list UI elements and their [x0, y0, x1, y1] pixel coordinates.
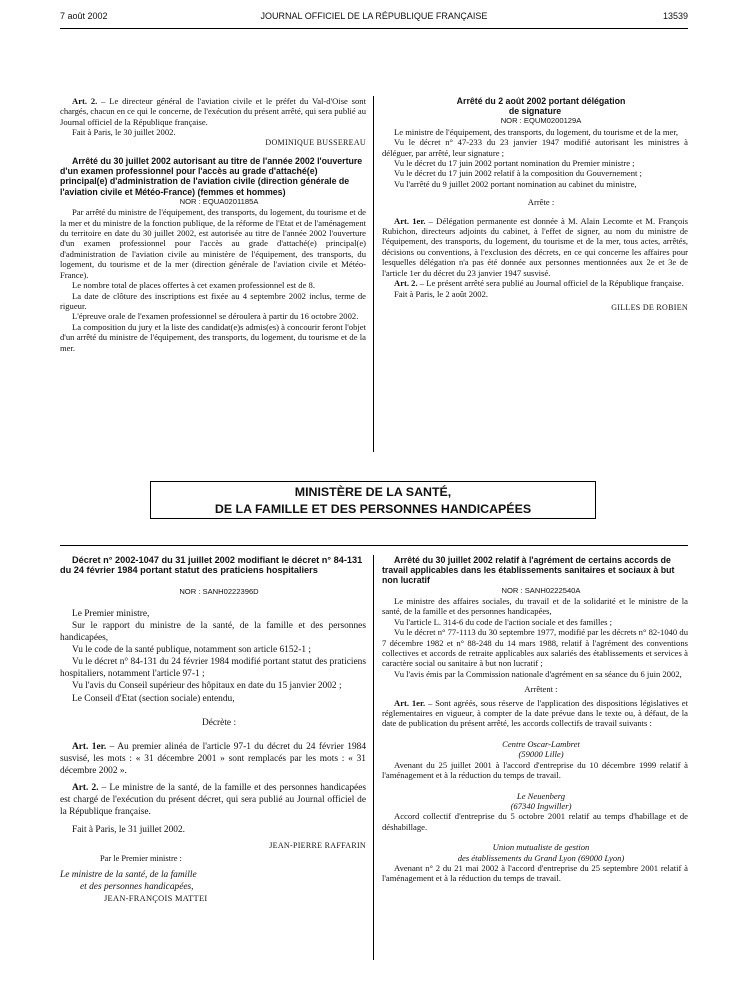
entity-1-name: Centre Oscar-Lambret [502, 738, 580, 749]
agrement-art1: Art. 1er. – Sont agréés, sous réserve de l'application des dispositions législatives et réglementaires en vigueur, à compter de la date prévue dans le texte ou, à défaut, de la date de publication du présent arrêté, les accords collectifs de travail suivants : [382, 697, 688, 729]
delegation-p2: Vu le décret n° 47-233 du 23 janvier 1947 modifié autorisant les ministres à déléguer, par arrêté, leur signature ; [382, 137, 688, 158]
decret-par: Par le Premier ministre : [100, 853, 182, 863]
agrement-p4: Vu l'avis émis par la Commission nationale d'agrément en sa séance du 6 juin 2002, [394, 668, 682, 679]
delegation-p4: Vu le décret du 17 juin 2002 relatif à la composition du Gouvernement ; [394, 168, 642, 179]
decret-art1: Art. 1er. – Au premier alinéa de l'article 97-1 du décret du 24 février 1984 susvisé, les mots : « 31 décembre 2001 » sont remplacés par les mots : « 31 décembre 2002 ». [60, 741, 367, 776]
decret-minister-line-1: Le ministre de la santé, de la famille [60, 869, 197, 880]
arrete-delegation-nor: NOR : EQUM0200129A [500, 116, 582, 126]
decret-p2: Sur le rapport du ministre de la santé, de la famille et des personnes handicapées, [60, 621, 366, 644]
column-divider-bottom [373, 555, 374, 960]
delegation-art1: Art. 1er. – Délégation permanente est donnée à M. Alain Lecomte et M. François Rubichon, directeurs adjoints du cabinet, à l'effet de signer, au nom du ministre de l'équipement, des transports, du logement, du tourisme et de la mer, tous actes, arrêtés, décisions ou conventions, à l'exclusion des décrets, en ce qui concerne les affaires pour lesquelles délégation n'a pas été donnée aux personnes mentionnées aux 2e et 3e de l'article 1er du décret du 23 janvier 1947 susvisé. [382, 215, 688, 278]
header-title: JOURNAL OFFICIEL DE LA RÉPUBLIQUE FRANÇAISE [260, 11, 488, 21]
header-rule [60, 28, 688, 29]
examen-p2: Le nombre total de places offertes à cet examen professionnel est de 8. [72, 280, 315, 291]
signature: DOMINIQUE BUSSEREAU [265, 137, 366, 147]
decret-p1: Le Premier ministre, [72, 608, 150, 619]
entity-3-name: Union mutualiste de gestion [492, 842, 590, 853]
arrete-delegation-title: Arrêté du 2 août 2002 portant délégation de signature [456, 96, 626, 117]
delegation-p3: Vu le décret du 17 juin 2002 portant nomination du Premier ministre ; [394, 158, 635, 169]
entity-1-text: Avenant du 25 juillet 2001 à l'accord d'entreprise du 10 décembre 1999 relatif à l'aménagement et à la réduction du temps de travail. [382, 759, 688, 781]
agrement-column [382, 555, 688, 884]
entity-1-place: (59000 Lille) [518, 749, 564, 760]
decret-art2: Art. 2. – Le ministre de la santé, de la famille et des personnes handicapées est chargé de l'exécution du présent décret, qui sera publié au Journal officiel de la République française. [60, 783, 366, 818]
agrement-arretent: Arrêtent : [524, 684, 558, 695]
entity-2-name: Le Neuenberg [516, 790, 566, 801]
art2-paragraph: Art. 2. – Le directeur général de l'aviation civile et le préfet du Val-d'Oise sont chargés, chacun en ce qui le concerne, de l'exécution du présent arrêté, qui sera publié au Journal officiel de la République française. [60, 96, 366, 127]
arrete-examen-title: Arrêté du 30 juillet 2002 autorisant au titre de l'année 2002 l'ouverture d'un examen professionnel pour l'accès au grade d'attaché(e) principal(e) d'administration de l'aviation civile (direction générale de l'aviation civile et Météo-France) (femmes et hommes) [60, 156, 363, 197]
decret-title: Décret n° 2002-1047 du 31 juillet 2002 modifiant le décret n° 84-131 du 24 février 1984 portant statut des praticiens hospitaliers [60, 555, 363, 576]
decret-p4: Vu le décret n° 84-131 du 24 février 1984 modifié portant statut des praticiens hospitaliers, notamment l'article 97-1 ; [60, 657, 366, 680]
decret-column [60, 555, 366, 905]
left-top-column [60, 96, 366, 353]
decret-signature-minister: JEAN-FRANÇOIS MATTEI [104, 893, 208, 903]
entity-2-place: (67340 Ingwiller) [510, 800, 572, 811]
ministry-banner [150, 481, 596, 519]
delegation-p5: Vu l'arrêté du 9 juillet 2002 portant nomination au cabinet du ministre, [394, 178, 637, 189]
header-date: 7 août 2002 [60, 11, 108, 21]
banner-line-2: DE LA FAMILLE ET DES PERSONNES HANDICAPÉES [214, 502, 532, 516]
agrement-p2: Vu l'article L. 314-6 du code de l'action sociale et des familles ; [394, 616, 613, 627]
decret-nor: NOR : SANH0222396D [179, 586, 259, 596]
delegation-p1: Le ministre de l'équipement, des transports, du logement, du tourisme et de la mer, [394, 126, 679, 137]
decret-minister-line-2: et des personnes handicapées, [80, 881, 194, 892]
decret-signature-pm: JEAN-PIERRE RAFFARIN [269, 841, 366, 851]
column-divider-top [373, 96, 374, 452]
section-rule [60, 545, 688, 546]
arrete-examen-nor: NOR : EQUA0201185A [179, 196, 259, 206]
examen-p1: Par arrêté du ministre de l'équipement, des transports, du logement, du tourisme et de la mer et du ministre de la fonction publique, de la réforme de l'Etat et de l'aménagement du territoire en date du 30 juillet 2002, est autorisée au titre de l'année 2002 l'ouverture d'un examen professionnel pour l'accès au grade d'attaché(e) principal(e) d'administration de l'aviation civile au ministère de l'équipement, des transports, du logement, du tourisme et de la mer (direction générale de l'aviation civile et Météo-France). [60, 207, 366, 280]
examen-p3: La date de clôture des inscriptions est fixée au 4 septembre 2002 inclus, terme de rigueur. [60, 290, 366, 311]
decret-decrete: Décrète : [201, 717, 237, 728]
delegation-art2: Art. 2. – Le présent arrêté sera publié au Journal officiel de la République française. [394, 278, 684, 289]
delegation-signature: GILLES DE ROBIEN [611, 302, 688, 312]
decret-fait: Fait à Paris, le 31 juillet 2002. [72, 825, 186, 836]
examen-p5: La composition du jury et la liste des candidat(e)s admis(es) à concourir feront l'objet d'un arrêté du ministre de l'équipement, des transports, du logement, du tourisme et de la mer. [60, 321, 366, 353]
page-number: 13539 [662, 11, 688, 21]
right-top-column [382, 96, 688, 313]
fait-paragraph: Fait à Paris, le 30 juillet 2002. [72, 127, 176, 138]
entity-3-text: Avenant n° 2 du 21 mai 2002 à l'accord d'entreprise du 25 septembre 2001 relatif à l'aménagement et à la réduction du temps de travail. [382, 862, 688, 884]
decret-p6: Le Conseil d'Etat (section sociale) entendu, [72, 693, 235, 704]
decret-p5: Vu l'avis du Conseil supérieur des hôpitaux en date du 15 janvier 2002 ; [72, 681, 342, 692]
agrement-p3: Vu le décret n° 77-1113 du 30 septembre 1977, modifié par les décrets n° 82-1040 du 7 décembre 1982 et n° 88-248 du 14 mars 1988, relatif à l'agrément des conventions collectives et accords de retraite applicables aux salariés des établissements et services à caractère social ou sanitaire à but non lucratif ; [382, 627, 688, 669]
banner-line-1: MINISTÈRE DE LA SANTÉ, [294, 485, 452, 499]
agrement-p1: Le ministre des affaires sociales, du travail et de la solidarité et le ministre de la santé, de la famille et des personnes handicapées, [382, 596, 688, 617]
agrement-title: Arrêté du 30 juillet 2002 relatif à l'agrément de certains accords de travail applicables dans les établissements sanitaires et sociaux à but non lucratif [382, 555, 675, 586]
decret-p3: Vu le code de la santé publique, notamment son article 6152-1 ; [72, 645, 311, 656]
entity-2-text: Accord collectif d'entreprise du 5 octobre 2001 relatif au temps d'habillage et de déshabillage. [382, 811, 688, 832]
entity-3-place: des établissements du Grand Lyon (69000 Lyon) [457, 852, 625, 863]
delegation-arrete: Arrête : [527, 197, 555, 208]
delegation-fait: Fait à Paris, le 2 août 2002. [394, 288, 489, 299]
agrement-nor: NOR : SANH0222540A [501, 585, 581, 595]
examen-p4: L'épreuve orale de l'examen professionnel se déroulera à partir du 16 octobre 2002. [72, 311, 359, 322]
